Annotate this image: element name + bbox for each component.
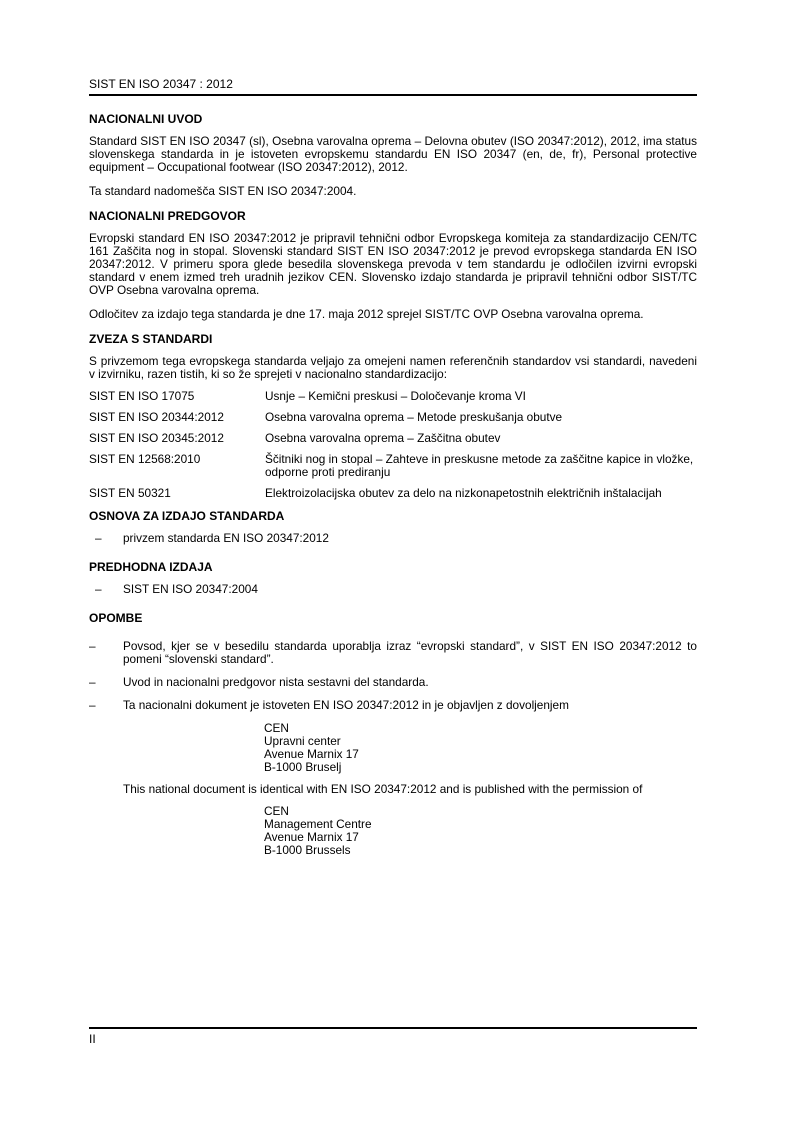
address-line: Upravni center [264, 734, 341, 748]
paragraph: Standard SIST EN ISO 20347 (sl), Osebna varovalna oprema – Delovna obutev (ISO 20347:2012), 2012, ima status slovenskega standarda in je istoveten evropskemu standardu EN ISO 20347 (en, de, fr), Personal protective equipment – Occupational footwear (ISO 20347:2012), 2012. [89, 134, 697, 174]
reference-row [89, 453, 697, 479]
note-item [89, 640, 697, 666]
list-item-text: SIST EN ISO 20347:2004 [123, 582, 258, 596]
heading-osnova: OSNOVA ZA IZDAJO STANDARDA [89, 509, 285, 523]
address-block-en [264, 805, 697, 857]
address-line: B-1000 Bruselj [264, 760, 342, 774]
reference-code: SIST EN ISO 20345:2012 [89, 431, 224, 445]
page-content [89, 112, 697, 866]
heading-nacionalni-predgovor: NACIONALNI PREDGOVOR [89, 209, 246, 223]
dash-bullet: – [95, 531, 102, 545]
reference-code: SIST EN 50321 [89, 486, 171, 500]
heading-opombe: OPOMBE [89, 611, 143, 625]
reference-title: Usnje – Kemični preskusi – Določevanje kroma VI [265, 389, 526, 403]
paragraph: Ta standard nadomešča SIST EN ISO 20347:2004. [89, 184, 357, 198]
address-block-sl [264, 722, 697, 774]
note-text: Ta nacionalni dokument je istoveten EN ISO 20347:2012 in je objavljen z dovoljenjem [123, 698, 569, 712]
dash-bullet: – [95, 582, 102, 596]
paragraph: S privzemom tega evropskega standarda veljajo za omejeni namen referenčnih standardov vsi standardi, navedeni v izvirniku, razen tistih, ki so že sprejeti v nacionalno standardizacijo: [89, 354, 697, 381]
running-header: SIST EN ISO 20347 : 2012 [89, 77, 233, 91]
reference-row [89, 432, 697, 445]
address-line: Avenue Marnix 17 [264, 747, 359, 761]
reference-code: SIST EN 12568:2010 [89, 452, 201, 466]
note-item [89, 699, 697, 712]
paragraph: Odločitev za izdajo tega standarda je dne 17. maja 2012 sprejel SIST/TC OVP Osebna varovalna oprema. [89, 307, 644, 321]
address-line: Avenue Marnix 17 [264, 830, 359, 844]
note-item [89, 676, 697, 689]
heading-nacionalni-uvod: NACIONALNI UVOD [89, 112, 203, 126]
reference-row [89, 487, 697, 500]
dash-bullet: – [89, 675, 96, 689]
note-text: Uvod in nacionalni predgovor nista sestavni del standarda. [123, 675, 429, 689]
dash-bullet: – [89, 639, 96, 653]
reference-row [89, 411, 697, 424]
list-item [95, 583, 697, 596]
reference-title: Osebna varovalna oprema – Metode preskušanja obutve [265, 410, 563, 424]
note-text: Povsod, kjer se v besedilu standarda uporablja izraz “evropski standard”, v SIST EN ISO 20347:2012 to pomeni “slovenski standard”. [123, 639, 697, 666]
reference-title: Osebna varovalna oprema – Zaščitna obutev [265, 431, 501, 445]
header-rule [89, 94, 697, 96]
paragraph: Evropski standard EN ISO 20347:2012 je pripravil tehnični odbor Evropskega komiteja za standardizacijo CEN/TC 161 Zaščita nog in stopal. Slovenski standard SIST EN ISO 20347:2012 je prevod evropskega standarda EN ISO 20347:2012. V primeru spora glede besedila slovenskega prevoda v tem standardu je odločilen izvirni evropski standard v enem izmed treh uradnih jezikov CEN. Slovensko izdajo standarda je pripravil tehnični odbor SIST/TC OVP Osebna varovalna oprema. [89, 231, 697, 297]
dash-bullet: – [89, 698, 96, 712]
reference-standards-list [89, 390, 697, 500]
footer-rule [89, 1027, 697, 1029]
address-line: CEN [264, 804, 289, 818]
address-line: B-1000 Brussels [264, 843, 351, 857]
page-number: II [89, 1032, 96, 1046]
permission-text-en: This national document is identical with EN ISO 20347:2012 and is published with the permission of [123, 782, 643, 796]
reference-code: SIST EN ISO 20344:2012 [89, 410, 224, 424]
list-item [95, 532, 697, 545]
reference-title: Ščitniki nog in stopal – Zahteve in preskusne metode za zaščitne kapice in vložke, odporne proti prediranju [265, 452, 694, 479]
reference-title: Elektroizolacijska obutev za delo na nizkonapetostnih električnih inštalacijah [265, 486, 662, 500]
heading-predhodna-izdaja: PREDHODNA IZDAJA [89, 560, 213, 574]
list-item-text: privzem standarda EN ISO 20347:2012 [123, 531, 329, 545]
address-line: Management Centre [264, 817, 372, 831]
address-line: CEN [264, 721, 289, 735]
reference-row [89, 390, 697, 403]
reference-code: SIST EN ISO 17075 [89, 389, 195, 403]
heading-zveza-s-standardi: ZVEZA S STANDARDI [89, 332, 213, 346]
